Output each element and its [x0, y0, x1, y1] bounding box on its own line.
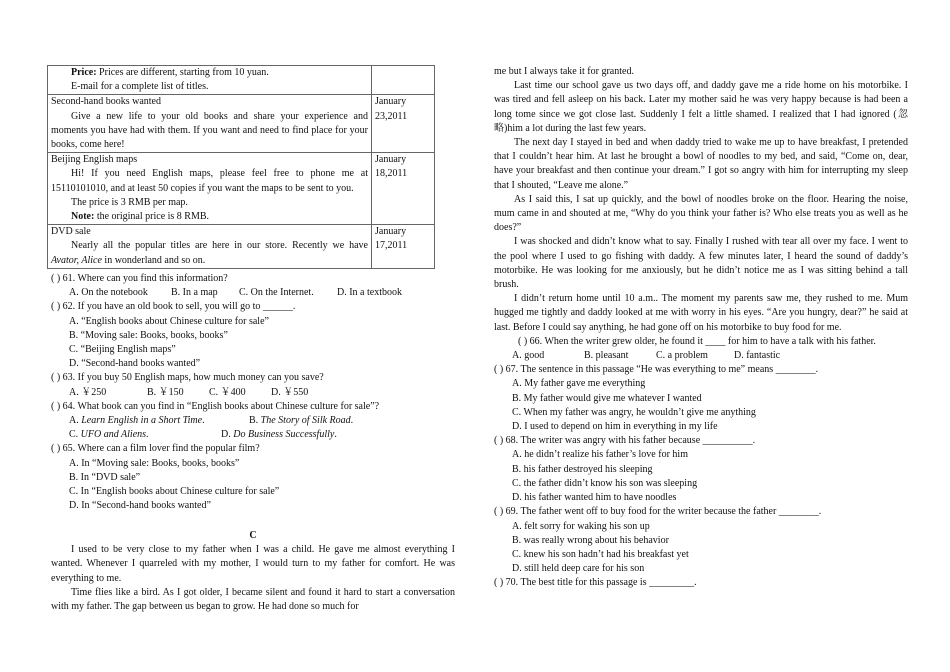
option-d: D. still held deep care for his son	[512, 563, 645, 575]
table-row	[48, 153, 435, 225]
question-64: ( ) 64. What book can you find in “English books about Chinese culture for sale”?	[51, 400, 380, 412]
ad-cell	[48, 225, 372, 269]
ad-cell	[48, 95, 372, 153]
option-b: The Story of Silk Road	[260, 415, 351, 427]
option-d: D. fantastic	[734, 350, 781, 362]
option-b: B. his father destroyed his sleeping	[512, 463, 653, 475]
table-row	[48, 225, 435, 269]
option-b: B. In “DVD sale”	[69, 471, 141, 483]
question-70: ( ) 70. The best title for this passage is _________.	[494, 577, 697, 589]
ad-cell	[48, 66, 372, 95]
passage-paragraph: me but I always take it for granted.	[494, 66, 634, 77]
question-61: ( ) 61. Where can you find this information?	[51, 273, 228, 284]
question-65: ( ) 65. Where can a film lover find the popular film?	[51, 443, 260, 455]
option-b: B. was really wrong about his behavior	[512, 534, 669, 546]
date-cell	[372, 95, 435, 153]
table-row	[48, 66, 435, 95]
option-d: D. In a textbook	[337, 287, 402, 299]
passage-paragraph: As I said this, I sat up quickly, and the bowl of noodles broke on the floor. Hearing the noise, mum came in and shouted at me, “Why do you think your father is? Who else treats you as well as he does?”	[494, 193, 908, 234]
question-67: ( ) 67. The sentence in this passage “He was everything to me” means ________.	[494, 364, 819, 376]
option-c: C. the father didn’t know his son was sleeping	[512, 477, 698, 489]
q66-options	[494, 349, 908, 363]
q63-options	[51, 386, 455, 400]
passage-paragraph: The next day I stayed in bed and when daddy tried to wake me up to have breakfast, I pretended that I couldn’t hear him. At last he brought a bowl of noodles to my bed, and said, “Come on, dear, have your breakfast and then continue your dream.” I got so angry with him for interrupting my sleep that I shouted, “Leave me alone.”	[494, 137, 908, 191]
option-c: C. When my father was angry, he wouldn’t give me anything	[512, 406, 756, 418]
option-a: A. ￥250	[69, 386, 107, 398]
note-text: the original price is 8 RMB.	[94, 211, 210, 223]
q61-options	[51, 286, 455, 300]
date-month: January	[375, 226, 407, 238]
option-a: A. My father gave me everything	[512, 378, 646, 390]
date-day: 18,2011	[375, 168, 408, 180]
option-a-label: A.	[69, 415, 82, 427]
ad-body: Nearly all the popular titles are here in our store. Recently we have	[71, 240, 368, 252]
email-line: E-mail for a complete list of titles.	[71, 81, 209, 93]
option-c: C. ￥400	[209, 386, 246, 398]
date-day: 23,2011	[375, 110, 408, 122]
option-b: B. In a map	[171, 287, 218, 299]
ad-price-line: The price is 3 RMB per map.	[71, 196, 188, 208]
question-63: ( ) 63. If you buy 50 English maps, how much money can you save?	[51, 372, 324, 384]
option-c: UFO and Aliens	[80, 429, 147, 441]
section-heading: C	[249, 530, 257, 541]
option-a: A. felt sorry for waking his son up	[512, 520, 650, 532]
ad-body-end: in wonderland and so on.	[101, 254, 206, 266]
option-c: C. In “English books about Chinese culture for sale”	[69, 486, 280, 498]
left-questions: ( ) 61. Where can you find this information? A. On the notebook B. In a map C. On the Internet. D. In a textbook ( ) 62. If you have an old book to sell, you will go to ______. A. “English books about Chinese culture for sale” B. “Moving sale: Books, books, books” C. “Beijing English maps” D. “Second-hand books wanted” ( ) 63. If you buy 50 English maps, how much money can you save? A. ￥250 B. ￥150 C. ￥400 D. ￥550 ( ) 64. What book can you find in “English books about Chinese culture for sale”? A. Learn English in a Short Time. B. The Story of Silk Road. C. UFO and Aliens. D. Do Business Successfully. ( ) 65. Where can a film lover find the popular film? A. In “Moving sale: Books, books, books” B. In “DVD sale” C. In “English books about Chinese culture for sale” D. In “Second-hand books wanted”	[51, 272, 455, 513]
ad-body: Hi! If you need English maps, please feel free to phone me at 15110101010, and at least 50 copies if you want the maps to be sent to you.	[51, 168, 368, 194]
option-b-label: B.	[249, 415, 261, 427]
passage-paragraph: Time flies like a bird. As I got older, I became silent and found it hard to start a conversation with my father. The gap between us began to grow. He had done so much for	[51, 586, 455, 613]
passage-paragraph: Last time our school gave us two days off, and daddy gave me a ride home on his motorbike. I was tired and fell asleep on his back. Later my mother said he was very happy because is had been a long tome since we got close last. Suddenly I felt a little shamed. I realized that I had ignored (忽略)him a lot during the last few years.	[494, 80, 908, 134]
date-cell	[372, 153, 435, 225]
note-label: Note:	[71, 211, 95, 223]
table-row	[48, 95, 435, 153]
date-day: 17,2011	[375, 240, 408, 252]
passage-paragraph: I didn’t return home until 10 a.m.. The moment my parents saw me, they rushed to me. Mum hugged me tightly and daddy looked at me with worry in his eyes. “Are you hungry, dear?” he said at last. Before I could say anything, he had gone off on his motorbike to buy food for me.	[494, 293, 908, 333]
option-b: B. “Moving sale: Books, books, books”	[69, 329, 228, 341]
passage-c-cont	[494, 65, 908, 591]
option-b: B. My father would give me whatever I wanted	[512, 392, 702, 404]
question-69: ( ) 69. The father went off to buy food for the writer because the father ________.	[494, 506, 822, 518]
option-b: B. ￥150	[147, 386, 184, 398]
question-66: ( ) 66. When the writer grew older, he found it ____ for him to have a talk with his father.	[518, 335, 876, 347]
option-d: D. In “Second-hand books wanted”	[69, 500, 211, 512]
price-text: Prices are different, starting from 10 yuan.	[96, 67, 269, 78]
option-b: B. pleasant	[584, 350, 629, 362]
option-c: C. “Beijing English maps”	[69, 344, 176, 356]
date-month: January	[375, 96, 407, 108]
date-cell	[372, 66, 435, 95]
question-62: ( ) 62. If you have an old book to sell, you will go to ______.	[51, 301, 296, 313]
option-c: C. a problem	[656, 350, 708, 362]
option-d: D. I used to depend on him in everything in my life	[512, 421, 718, 433]
option-a: A. he didn’t realize his father’s love for him	[512, 449, 688, 461]
option-d-label: D.	[221, 429, 234, 441]
option-a: A. In “Moving sale: Books, books, books”	[69, 457, 240, 469]
price-label: Price:	[71, 67, 97, 78]
passage-c-start	[51, 529, 455, 614]
ad-title: DVD sale	[51, 226, 91, 238]
option-a: Learn English in a Short Time	[81, 415, 203, 427]
date-cell	[372, 225, 435, 269]
option-c-label: C.	[69, 429, 81, 441]
option-c: C. knew his son hadn’t had his breakfast yet	[512, 548, 689, 560]
passage-paragraph: I used to be very close to my father when I was a child. He gave me almost everything I wanted. Whenever I quarreled with my mother, I would turn to my father for comfort. He was everything to me.	[51, 544, 455, 584]
option-d: Do Business Successfully	[233, 429, 335, 441]
ad-body: Give a new life to your old books and share your experience and moments you have had with them. If you want and need to find place for your books, come here!	[51, 110, 368, 151]
option-a: A. On the notebook	[69, 287, 148, 299]
ad-body-italic: Avator, Alice	[51, 254, 102, 266]
ad-cell	[48, 153, 372, 225]
ad-title: Second-hand books wanted	[51, 96, 161, 108]
option-d: D. ￥550	[271, 386, 309, 398]
option-a: A. good	[512, 350, 545, 362]
option-a: A. “English books about Chinese culture for sale”	[69, 315, 269, 327]
question-68: ( ) 68. The writer was angry with his father because __________.	[494, 435, 756, 447]
ads-table	[47, 65, 435, 269]
ad-title: Beijing English maps	[51, 154, 138, 166]
option-d: D. “Second-hand books wanted”	[69, 358, 201, 370]
date-month: January	[375, 154, 407, 166]
option-c: C. On the Internet.	[239, 287, 314, 299]
passage-paragraph: I was shocked and didn’t know what to say. Finally I rushed with tear all over my face. I went to the pool where I used to go fishing with daddy. A few minutes later, I heard the sound of daddy’s motorbike. He was looking for me anxiously, but he didn’t notice me as I was sitting behind a tall brush.	[494, 236, 908, 291]
option-d: D. his father wanted him to have noodles	[512, 492, 677, 504]
